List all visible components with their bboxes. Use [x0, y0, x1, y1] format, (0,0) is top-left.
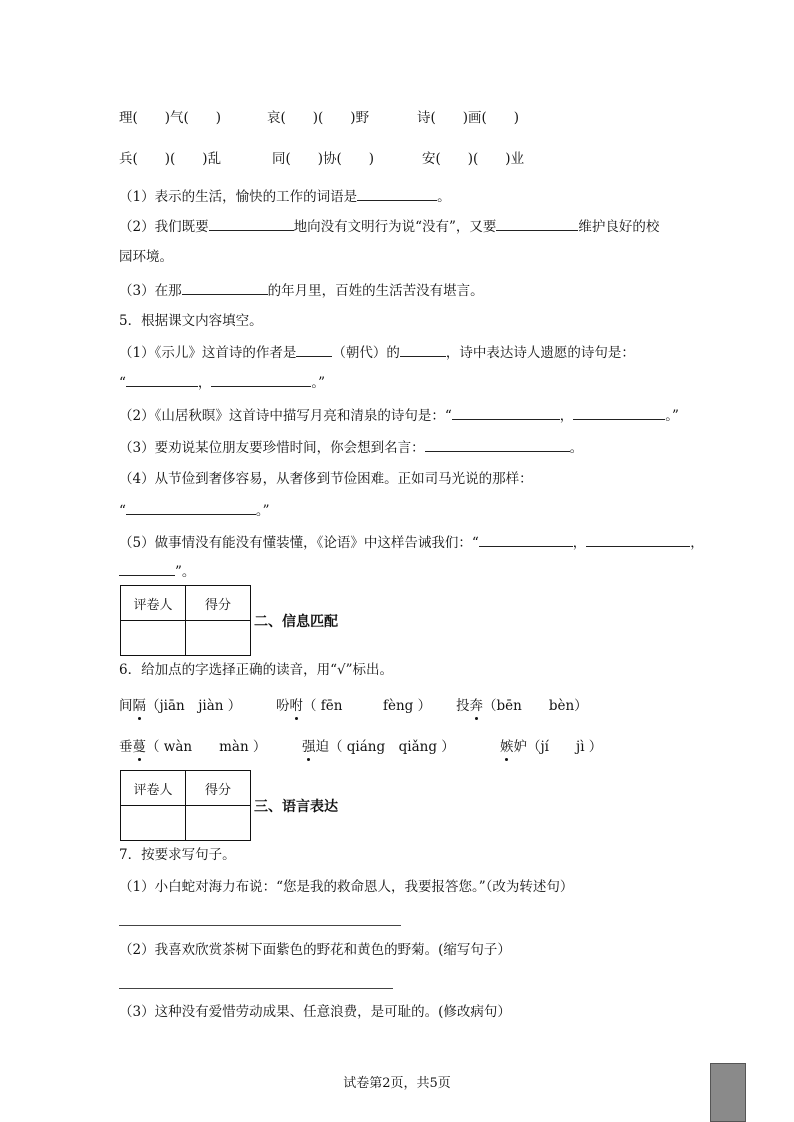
- pinyin-options: （jiān jiàn ）: [146, 698, 242, 714]
- answer-blank[interactable]: [400, 342, 446, 357]
- answer-line[interactable]: [119, 925, 401, 926]
- score-header: 得分: [186, 586, 251, 621]
- q7-sub-1: （1）小白蛇对海力布说：“您是我的救命恩人，我要报答您。”（改为转述句）: [119, 879, 574, 895]
- grader-header: 评卷人: [121, 771, 186, 806]
- grader-header: 评卷人: [121, 586, 186, 621]
- char: 垂: [119, 739, 133, 755]
- pinyin-choice[interactable]: [456, 696, 588, 716]
- pinyin-choice[interactable]: [302, 737, 500, 757]
- idiom-item: 同( )协( ): [272, 151, 375, 167]
- q6-row-1: [119, 696, 588, 716]
- pinyin-choice[interactable]: [119, 696, 276, 716]
- answer-blank[interactable]: [479, 532, 573, 547]
- score-cell[interactable]: [186, 806, 251, 841]
- comma: ，: [572, 535, 587, 551]
- comma: ，: [690, 535, 704, 551]
- comma: ，: [197, 375, 212, 391]
- q5-sub-5-cont: [119, 561, 195, 582]
- q4-s2-pre: （2）我们既要: [119, 219, 209, 235]
- idiom-row-2: [119, 149, 524, 169]
- q5-s1-b: （朝代）的: [332, 345, 400, 361]
- q5-sub-1-cont: [119, 372, 325, 393]
- q4-s3-post: 的年月里，百姓的生活苦没有堪言。: [267, 283, 484, 299]
- char: 吩: [276, 698, 290, 714]
- grader-cell[interactable]: [121, 806, 186, 841]
- answer-blank[interactable]: [211, 372, 311, 387]
- q4-s2-post: 维护良好的校: [578, 219, 660, 235]
- answer-blank[interactable]: [126, 500, 256, 515]
- char: 妒: [513, 739, 527, 755]
- q5-s1-c: ，诗中表达诗人遗愿的诗句是：: [445, 345, 635, 361]
- q5-s5-a: （5）做事情没有能没有懂装懂，《论语》中这样告诫我们：“: [119, 535, 479, 551]
- quote-close: ”。: [175, 564, 196, 580]
- q6-title: 6．给加点的字选择正确的读音，用“√”标出。: [119, 662, 393, 678]
- grader-cell[interactable]: [121, 621, 186, 656]
- q7-sub-2: （2）我喜欢欣赏茶树下面紫色的野花和黄色的野菊。(缩写句子）: [119, 942, 511, 958]
- dotted-char: 奔: [469, 698, 483, 714]
- pinyin-choice[interactable]: [500, 737, 602, 757]
- q4-s3-pre: （3）在那: [119, 283, 182, 299]
- char: 投: [456, 698, 470, 714]
- idiom-item: 理( )气( ): [119, 110, 222, 126]
- quote-open: “: [119, 375, 126, 391]
- quote-close: 。”: [255, 503, 270, 519]
- pinyin-options: （ qiáng qiǎng ）: [329, 739, 455, 755]
- q4-sub-2-cont: 园环境。: [119, 249, 173, 265]
- q5-sub-1: [119, 342, 635, 363]
- idiom-item: 安( )( )业: [422, 151, 525, 167]
- q4-s1-post: 。: [437, 189, 451, 205]
- score-header: 得分: [186, 771, 251, 806]
- q5-sub-3: [119, 437, 583, 458]
- answer-blank[interactable]: [586, 532, 690, 547]
- idiom-row-1: [119, 108, 519, 128]
- q4-s1-text: （1）表示的生活，愉快的工作的词语是: [119, 189, 358, 205]
- answer-blank[interactable]: [126, 372, 198, 387]
- q4-sub-3: [119, 280, 484, 301]
- quote-close: 。”: [665, 408, 679, 424]
- pinyin-options: （bēn bèn）: [483, 698, 588, 714]
- page-marker: [710, 1063, 746, 1122]
- q5-sub-5: [119, 532, 704, 553]
- answer-blank[interactable]: [209, 216, 294, 231]
- score-box: [120, 770, 251, 841]
- pinyin-options: （jí jì ）: [527, 739, 603, 755]
- idiom-item: 哀( )( )野: [267, 110, 370, 126]
- answer-blank[interactable]: [573, 405, 665, 420]
- q5-s3-a: （3）要劝说某位朋友要珍惜时间，你会想到名言：: [119, 440, 425, 456]
- page-footer: 试卷第2页，共5页: [343, 1076, 451, 1091]
- period: 。: [569, 440, 584, 456]
- answer-blank[interactable]: [425, 437, 570, 452]
- comma: ，: [559, 408, 574, 424]
- pinyin-choice[interactable]: [276, 696, 456, 716]
- answer-blank[interactable]: [296, 342, 332, 357]
- pinyin-options: （ fēn fèng ）: [303, 698, 432, 714]
- idiom-item: 诗( )画( ): [417, 110, 520, 126]
- dotted-char: 嫉: [500, 739, 514, 755]
- q4-s2-mid: 地向没有文明行为说“没有”，又要: [293, 219, 497, 235]
- q5-title: 5．根据课文内容填空。: [119, 313, 263, 329]
- q5-sub-4-cont: [119, 500, 270, 521]
- section-title: 三、语言表达: [254, 799, 338, 815]
- score-cell[interactable]: [186, 621, 251, 656]
- answer-blank[interactable]: [119, 561, 175, 576]
- pinyin-options: （ wàn màn ）: [146, 739, 267, 755]
- answer-line[interactable]: [119, 988, 393, 989]
- section-title: 二、信息匹配: [254, 614, 338, 630]
- answer-blank[interactable]: [452, 405, 560, 420]
- pinyin-choice[interactable]: [119, 737, 302, 757]
- q5-sub-2: [119, 405, 679, 426]
- q7-sub-3: （3）这种没有爱惜劳动成果、任意浪费，是可耻的。(修改病句）: [119, 1004, 511, 1020]
- q4-sub-1: [119, 186, 451, 207]
- dotted-char: 蔓: [132, 739, 146, 755]
- quote-open: “: [119, 503, 126, 519]
- score-box: [120, 585, 251, 656]
- q5-sub-4: （4）从节俭到奢侈容易，从奢侈到节俭困难。正如司马光说的那样：: [119, 471, 533, 487]
- answer-blank[interactable]: [182, 280, 268, 295]
- dotted-char: 咐: [289, 698, 303, 714]
- q5-s2-a: （2）《山居秋暝》这首诗中描写月亮和清泉的诗句是：“: [119, 408, 452, 424]
- idiom-item: 兵( )( )乱: [119, 151, 222, 167]
- answer-blank[interactable]: [357, 186, 437, 201]
- q6-row-2: [119, 737, 602, 757]
- quote-close: 。”: [311, 375, 326, 391]
- q7-title: 7．按要求写句子。: [119, 847, 236, 863]
- q4-sub-2: [119, 216, 659, 237]
- char: 间: [119, 698, 133, 714]
- dotted-char: 隔: [132, 698, 146, 714]
- q5-s1-a: （1）《示儿》这首诗的作者是: [119, 345, 297, 361]
- char: 迫: [315, 739, 329, 755]
- dotted-char: 强: [302, 739, 316, 755]
- answer-blank[interactable]: [496, 216, 578, 231]
